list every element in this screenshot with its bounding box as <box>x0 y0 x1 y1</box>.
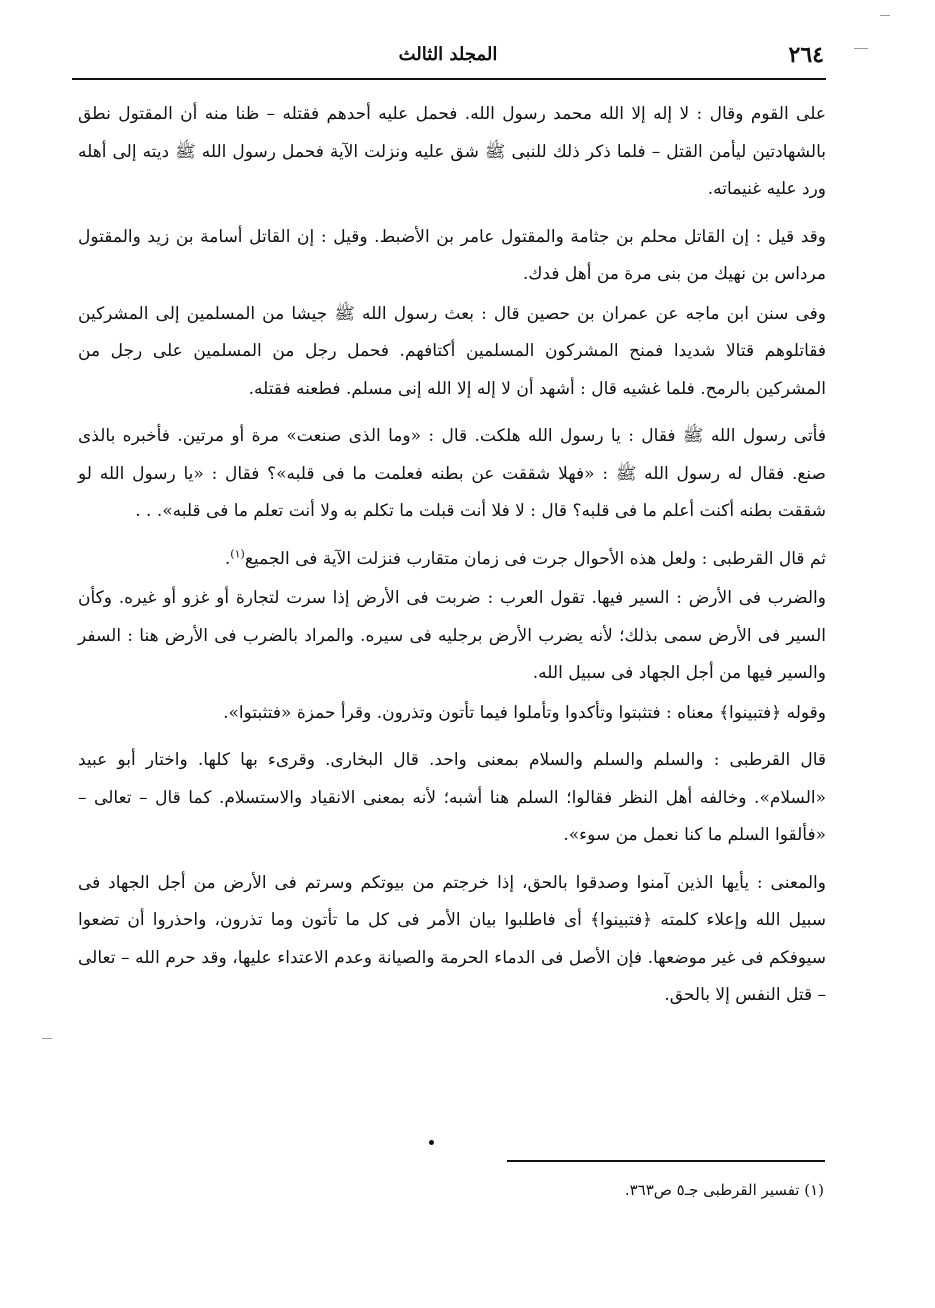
body-text <box>78 96 826 1025</box>
page-number: ٢٦٤ <box>788 42 824 68</box>
paragraph-3: وفى سنن ابن ماجه عن عمران بن حصين قال : بعث رسول الله ﷺ جيشا من المسلمين إلى المشركين فقاتلوهم قتالا شديدا فمنح المشركون المسلمين أكتافهم. فحمل رجل من المسلمين على رجل من المشركين بالرمح. فلما غشيه قال : أشهد أن لا إله إلا الله إنى مسلم. فطعنه فقتله. <box>78 303 826 399</box>
paragraph-5 <box>78 541 826 579</box>
header-rule <box>72 78 826 80</box>
paragraph-5-text: ثم قال القرطبى : ولعل هذه الأحوال جرت فى زمان متقارب فنزلت الآية فى الجميع <box>244 548 826 569</box>
paragraph-8: قال القرطبى : والسلم والسلم والسلام بمعنى واحد. قال البخارى. وقرىء بها كلها. واختار أبو عبيد «السلام». وخالفه أهل النظر فقالوا؛ السلم هنا أشبه؛ لأنه بمعنى الانقياد والاستسلام. كما قال – تعالى – «فألقوا السلم ما كنا نعمل من سوء». <box>78 750 826 845</box>
footnote: (١) تفسير القرطبى جـ٥ ص٣٦٣. <box>624 1181 824 1199</box>
paragraph-7: وقوله ﴿فتبينوا﴾ معناه : فتثبتوا وتأكدوا وتأملوا فيما تأتون وتذرون. وقرأ حمزة «فتثبتوا». <box>223 702 826 723</box>
paragraph-9: والمعنى : يأيها الذين آمنوا وصدقوا بالحق، إذا خرجتم من بيوتكم وسرتم فى الأرض من أجل الجهاد فى سبيل الله وإعلاء كلمته ﴿فتبينوا﴾ أى فاطلبوا بيان الأمر فى كل ما تأتون وما تذرون، واحذروا أن تضعوا سيوفكم فى غير موضعها. فإن الأصل فى الدماء الحرمة والصيانة وعدم الاعتداء عليها، وقد حرم الله – تعالى – قتل النفس إلا بالحق. <box>78 872 826 1005</box>
paragraph-6: والضرب فى الأرض : السير فيها. تقول العرب : ضربت فى الأرض إذا سرت لتجارة أو غزو أو غيره. وكأن السير فى الأرض سمى بذلك؛ لأنه يضرب الأرض برجليه فى سيره. والمراد بالضرب فى الأرض هنا : السفر والسير فيها من أجل الجهاد فى سبيل الله. <box>78 588 826 683</box>
margin-mark <box>880 15 890 16</box>
paragraph-1: على القوم وقال : لا إله إلا الله محمد رسول الله. فحمل عليه أحدهم فقتله – ظنا منه أن المقتول نطق بالشهادتين ليأمن القتل – فلما ذكر ذلك للنبى ﷺ شق عليه ونزلت الآية فحمل رسول الله ﷺ ديته إلى أهله ورد عليه غنيماته. <box>78 104 826 199</box>
paragraph-5-end: . <box>224 548 231 569</box>
footnote-rule <box>507 1160 825 1162</box>
margin-mark <box>854 48 868 49</box>
page-header <box>72 40 824 76</box>
ink-dot <box>429 1140 434 1145</box>
paragraph-2: وقد قيل : إن القاتل محلم بن جثامة والمقتول عامر بن الأضبط. وقيل : إن القاتل أسامة بن زيد والمقتول مرداس بن نهيك من بنى مرة من أهل فدك. <box>78 226 826 284</box>
paragraph-4: فأتى رسول الله ﷺ فقال : يا رسول الله هلكت. قال : «وما الذى صنعت» مرة أو مرتين. فأخبره بالذى صنع. فقال له رسول الله ﷺ : «فهلا شققت عن بطنه فعلمت ما فى قلبه»؟ فقال : «يا رسول الله لو شققت بطنه أكنت أعلم ما فى قلبه؟ قال : لا فلا أنت قبلت ما تكلم به ولا أنت تعلم ما فى قلبه». . . <box>78 426 826 521</box>
running-title: المجلد الثالث <box>398 44 498 65</box>
margin-mark <box>42 1038 52 1039</box>
footnote-ref[interactable]: (١) <box>230 546 245 560</box>
